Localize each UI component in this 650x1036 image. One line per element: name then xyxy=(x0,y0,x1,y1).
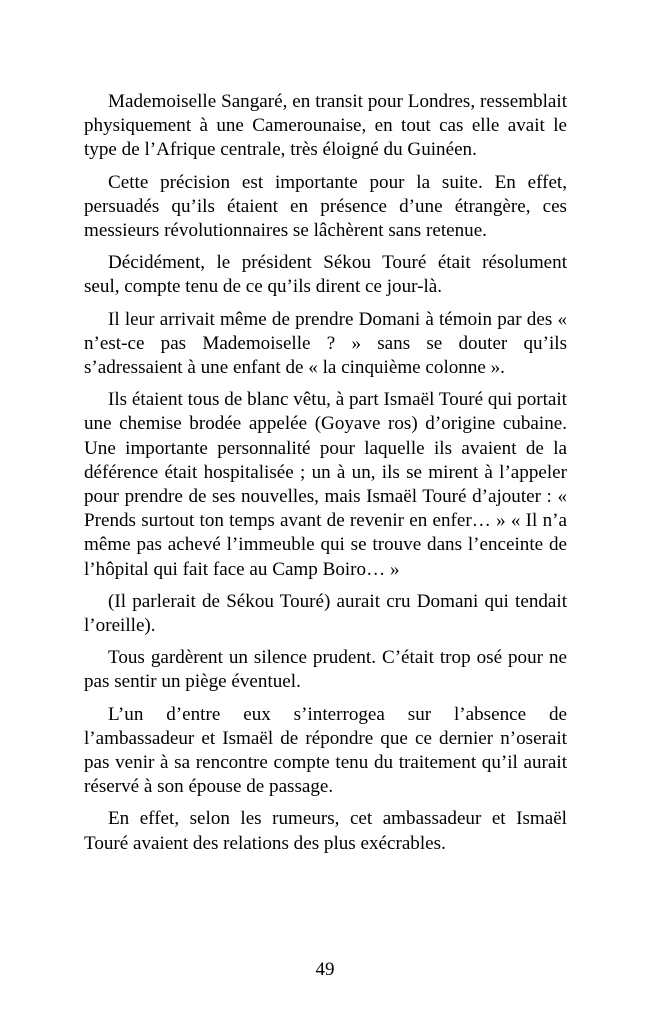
paragraph-7: Tous gardèrent un silence prudent. C’était trop osé pour ne pas sentir un piège éventuel. xyxy=(84,647,567,693)
paragraph-8: L’un d’entre eux s’interrogea sur l’absence de l’ambassadeur et Ismaël de répondre que ce dernier n’oserait pas venir à sa rencontre compte tenu du traitement qu’il aurait réservé à son épouse de passage. xyxy=(84,703,567,798)
paragraph-6: (Il parlerait de Sékou Touré) aurait cru Domani qui tendait l’oreille). xyxy=(84,590,567,637)
page-number: 49 xyxy=(315,959,335,980)
paragraph-9: En effet, selon les rumeurs, cet ambassadeur et Ismaël Touré avaient des relations des plus exécrables. xyxy=(84,808,567,854)
paragraph-3: Décidément, le président Sékou Touré était résolument seul, compte tenu de ce qu’ils dirent ce jour-là. xyxy=(84,252,567,298)
paragraph-1: Mademoiselle Sangaré, en transit pour Londres, ressemblait physiquement à une Camerounaise, en tout cas elle avait le type de l’Afrique centrale, très éloigné du Guinéen. xyxy=(84,91,567,161)
paragraph-4: Il leur arrivait même de prendre Domani à témoin par des « n’est-ce pas Mademoiselle ? » sans se douter qu’ils s’adressaient à une enfant de « la cinquième colonne ». xyxy=(84,308,567,379)
paragraph-2: Cette précision est importante pour la suite. En effet, persuadés qu’ils étaient en présence d’une étrangère, ces messieurs révolutionnaires se lâchèrent sans retenue. xyxy=(84,171,567,242)
paragraph-5: Ils étaient tous de blanc vêtu, à part Ismaël Touré qui portait une chemise brodée appelée (Goyave ros) d’origine cubaine. Une importante personnalité pour laquelle ils avaient de la déférence était hospitalisée ; un à un, ils se mirent à l’appeler pour prendre de ses nouvelles, mais Ismaël Touré d’ajouter : « Prends surtout ton temps avant de revenir en enfer… » « Il n’a même pas achevé l’immeuble qui se trouve dans l’enceinte de l’hôpital qui fait face au Camp Boiro… » xyxy=(84,389,567,580)
page-body xyxy=(84,90,567,864)
